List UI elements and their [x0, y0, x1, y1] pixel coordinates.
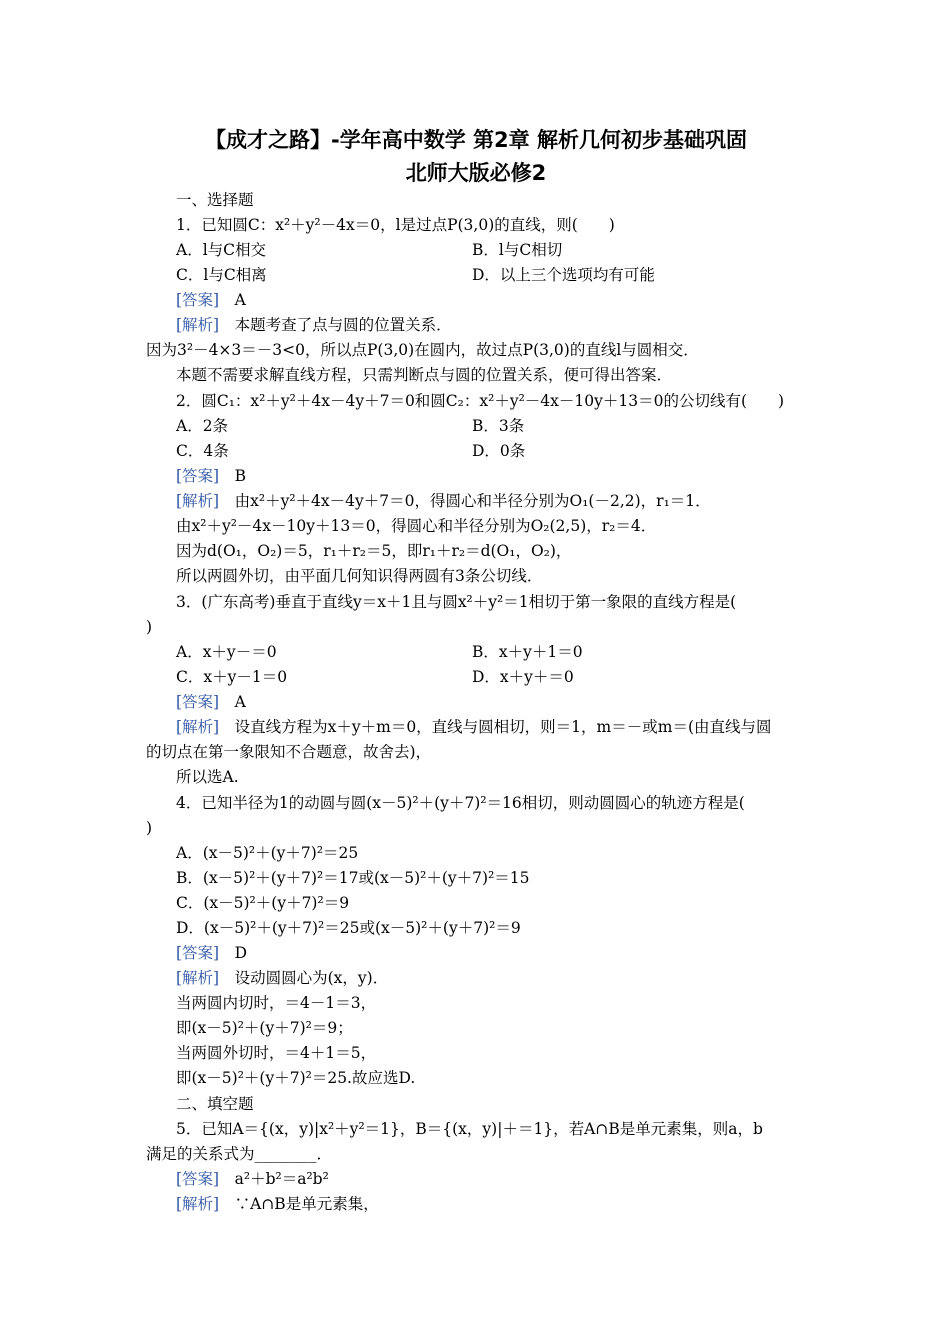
answer-tag: [答案]: [176, 693, 220, 711]
q3-option-d: D．x＋y＋＝0: [472, 668, 574, 686]
question-4-cont: ): [146, 819, 153, 837]
q2-explanation-line: 由x²＋y²－4x－10y＋13＝0，得圆心和半径分别为O₂(2,5)，r₂＝4．: [176, 517, 657, 535]
answer-tag: [答案]: [176, 467, 220, 485]
q4-answer: [176, 942, 247, 964]
answer-value: A: [234, 291, 246, 309]
q2-answer: [176, 465, 246, 487]
q2-explanation-line: 所以两圆外切，由平面几何知识得两圆有3条公切线．: [176, 567, 543, 585]
doc-title-line1: 【成才之路】-学年高中数学 第2章 解析几何初步基础巩固: [205, 128, 747, 152]
explanation-tag: [解析]: [176, 492, 220, 510]
q3-option-b: B．x＋y＋1＝0: [472, 643, 583, 661]
q4-explanation-line: 即(x－5)²＋(y＋7)²＝9；: [176, 1019, 353, 1037]
q1-option-d: D．以上三个选项均有可能: [472, 266, 655, 284]
q1-explanation-line: 因为3²－4×3＝－3<0，所以点P(3,0)在圆内，故过点P(3,0)的直线l与圆相交．: [146, 341, 699, 359]
explanation-text: 设动圆圆心为(x，y)．: [234, 969, 389, 987]
question-5: 5．已知A＝{(x，y)|x²＋y²＝1}，B＝{(x，y)|＋＝1}，若A∩B是单元素集，则a，b: [176, 1120, 763, 1138]
section-heading-choice: 一、选择题: [176, 191, 254, 209]
explanation-text: 本题考查了点与圆的位置关系．: [234, 316, 452, 334]
answer-value: B: [234, 467, 247, 485]
q1-option-c: C．l与C相离: [176, 266, 267, 284]
answer-value: A: [234, 693, 246, 711]
q1-answer: [176, 289, 246, 311]
q2-explanation: [176, 490, 711, 512]
answer-tag: [答案]: [176, 944, 220, 962]
explanation-text: 由x²＋y²＋4x－4y＋7＝0，得圆心和半径分别为O₁(－2,2)，r₁＝1．: [234, 492, 711, 510]
q5-explanation: [176, 1193, 379, 1215]
question-1: 1．已知圆C：x²＋y²－4x＝0，l是过点P(3,0)的直线，则( ): [176, 216, 615, 234]
section-heading-fill: 二、填空题: [176, 1095, 254, 1113]
q3-explanation: [176, 716, 772, 738]
q3-option-a: A．x＋y－＝0: [176, 643, 277, 661]
q2-option-b: B．3条: [472, 417, 525, 435]
q1-explanation: [176, 314, 452, 336]
question-3: 3．(广东高考)垂直于直线y＝x＋1且与圆x²＋y²＝1相切于第一象限的直线方程是(: [176, 593, 737, 611]
q2-option-a: A．2条: [176, 417, 229, 435]
q1-option-b: B．l与C相切: [472, 241, 563, 259]
q4-explanation-line: 即(x－5)²＋(y＋7)²＝25.故应选D.: [176, 1069, 416, 1087]
question-4: 4．已知半径为1的动圆与圆(x－5)²＋(y＋7)²＝16相切，则动圆圆心的轨迹方程是(: [176, 794, 745, 812]
q4-explanation-line: 当两圆内切时，＝4－1＝3，: [176, 994, 377, 1012]
explanation-tag: [解析]: [176, 718, 220, 736]
q3-explanation-line: 的切点在第一象限知不合题意，故舍去)，: [146, 743, 432, 761]
question-3-cont: ): [146, 618, 153, 636]
doc-title-line2: 北师大版必修2: [405, 161, 547, 185]
answer-tag: [答案]: [176, 1170, 220, 1188]
q4-option-b: B．(x－5)²＋(y＋7)²＝17或(x－5)²＋(y＋7)²＝15: [176, 869, 530, 887]
explanation-tag: [解析]: [176, 1195, 220, 1213]
explanation-text: 设直线方程为x＋y＋m＝0，直线与圆相切，则＝1，m＝－或m＝(由直线与圆: [234, 718, 772, 736]
answer-tag: [答案]: [176, 291, 220, 309]
answer-value: a²＋b²＝a²b²: [234, 1170, 329, 1188]
q3-option-c: C．x＋y－1＝0: [176, 668, 288, 686]
answer-value: D: [234, 944, 248, 962]
q3-explanation-line: 所以选A.: [176, 768, 239, 786]
q4-explanation: [176, 967, 388, 989]
question-2: 2．圆C₁：x²＋y²＋4x－4y＋7＝0和圆C₂：x²＋y²－4x－10y＋13＝0的公切线有( ): [176, 392, 785, 410]
q5-answer: [176, 1168, 329, 1190]
q4-option-a: A．(x－5)²＋(y＋7)²＝25: [176, 844, 359, 862]
q4-option-d: D．(x－5)²＋(y＋7)²＝25或(x－5)²＋(y＋7)²＝9: [176, 919, 521, 937]
q1-explanation-line: 本题不需要求解直线方程，只需判断点与圆的位置关系，便可得出答案．: [176, 366, 673, 384]
explanation-tag: [解析]: [176, 316, 220, 334]
q2-option-c: C．4条: [176, 442, 229, 460]
q3-answer: [176, 691, 246, 713]
q1-option-a: A．l与C相交: [176, 241, 267, 259]
q4-option-c: C．(x－5)²＋(y＋7)²＝9: [176, 894, 350, 912]
q2-option-d: D．0条: [472, 442, 526, 460]
q2-explanation-line: 因为d(O₁，O₂)＝5，r₁＋r₂＝5，即r₁＋r₂＝d(O₁，O₂)，: [176, 542, 572, 560]
explanation-text: ∵A∩B是单元素集，: [234, 1195, 379, 1213]
q4-explanation-line: 当两圆外切时，＝4＋1＝5，: [176, 1044, 377, 1062]
explanation-tag: [解析]: [176, 969, 220, 987]
question-5-cont: 满足的关系式为________．: [146, 1145, 333, 1163]
